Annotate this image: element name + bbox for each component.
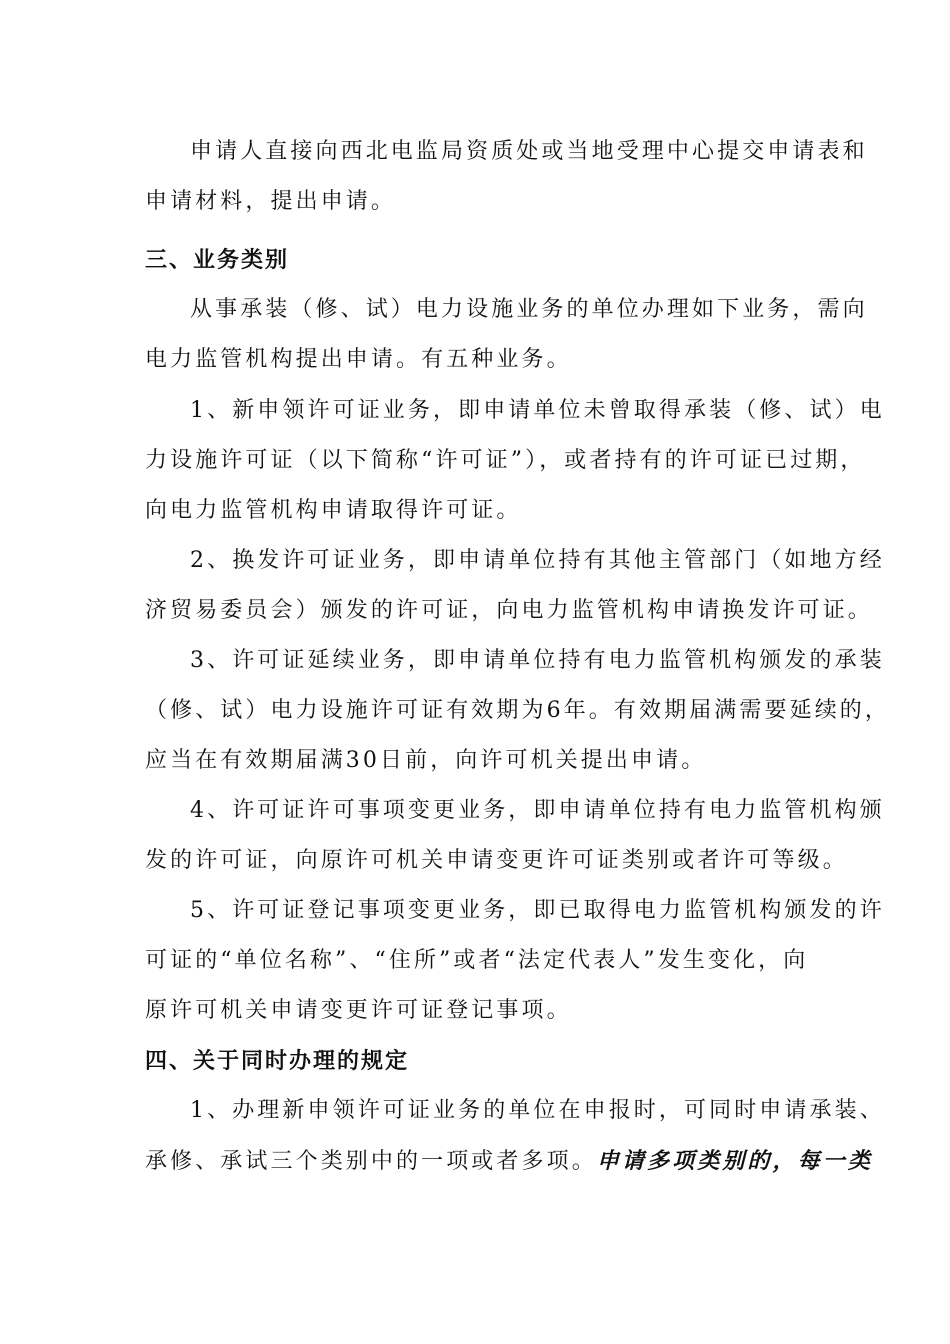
paragraph-line: 可证的“单位名称”、“住所”或者“法定代表人”发生变化，向 <box>145 948 809 973</box>
paragraph-line: 力设施许可证（以下简称“许可证”），或者持有的许可证已过期， <box>145 448 866 473</box>
paragraph-line: 申请材料，提出申请。 <box>145 189 397 214</box>
paragraph-line: （修、试）电力设施许可证有效期为6年。有效期届满需要延续的， <box>145 698 890 723</box>
emphasis-text: 申请多项类别的，每一类 <box>596 1148 873 1174</box>
plain-text: 承修、承试三个类别中的一项或者多项。 <box>145 1149 597 1174</box>
section-heading-business-categories: 三、业务类别 <box>145 247 290 273</box>
paragraph-line: 申请人直接向西北电监局资质处或当地受理中心提交申请表和 <box>190 139 868 164</box>
paragraph-line: 济贸易委员会）颁发的许可证，向电力监管机构申请换发许可证。 <box>145 598 873 623</box>
paragraph-line: 1、办理新申领许可证业务的单位在申报时，可同时申请承装、 <box>190 1098 885 1123</box>
paragraph-line: 4、许可证许可事项变更业务，即申请单位持有电力监管机构颁 <box>190 798 885 823</box>
paragraph-line: 原许可机关申请变更许可证登记事项。 <box>145 998 572 1023</box>
paragraph-line: 电力监管机构提出申请。有五种业务。 <box>145 347 572 372</box>
paragraph-line: 从事承装（修、试）电力设施业务的单位办理如下业务，需向 <box>190 297 868 322</box>
paragraph-line: 2、换发许可证业务，即申请单位持有其他主管部门（如地方经 <box>190 548 885 573</box>
section-heading-concurrent-processing: 四、关于同时办理的规定 <box>145 1048 410 1074</box>
paragraph-line: 3、许可证延续业务，即申请单位持有电力监管机构颁发的承装 <box>190 648 885 673</box>
paragraph-line: 1、新申领许可证业务，即申请单位未曾取得承装（修、试）电 <box>190 398 885 423</box>
paragraph-line: 发的许可证，向原许可机关申请变更许可证类别或者许可等级。 <box>145 848 848 873</box>
paragraph-line: 向电力监管机构申请取得许可证。 <box>145 498 522 523</box>
paragraph-line: 应当在有效期届满30日前，向许可机关提出申请。 <box>145 748 707 773</box>
paragraph-line: 5、许可证登记事项变更业务，即已取得电力监管机构颁发的许 <box>190 898 885 923</box>
paragraph-line-last <box>145 1146 873 1176</box>
